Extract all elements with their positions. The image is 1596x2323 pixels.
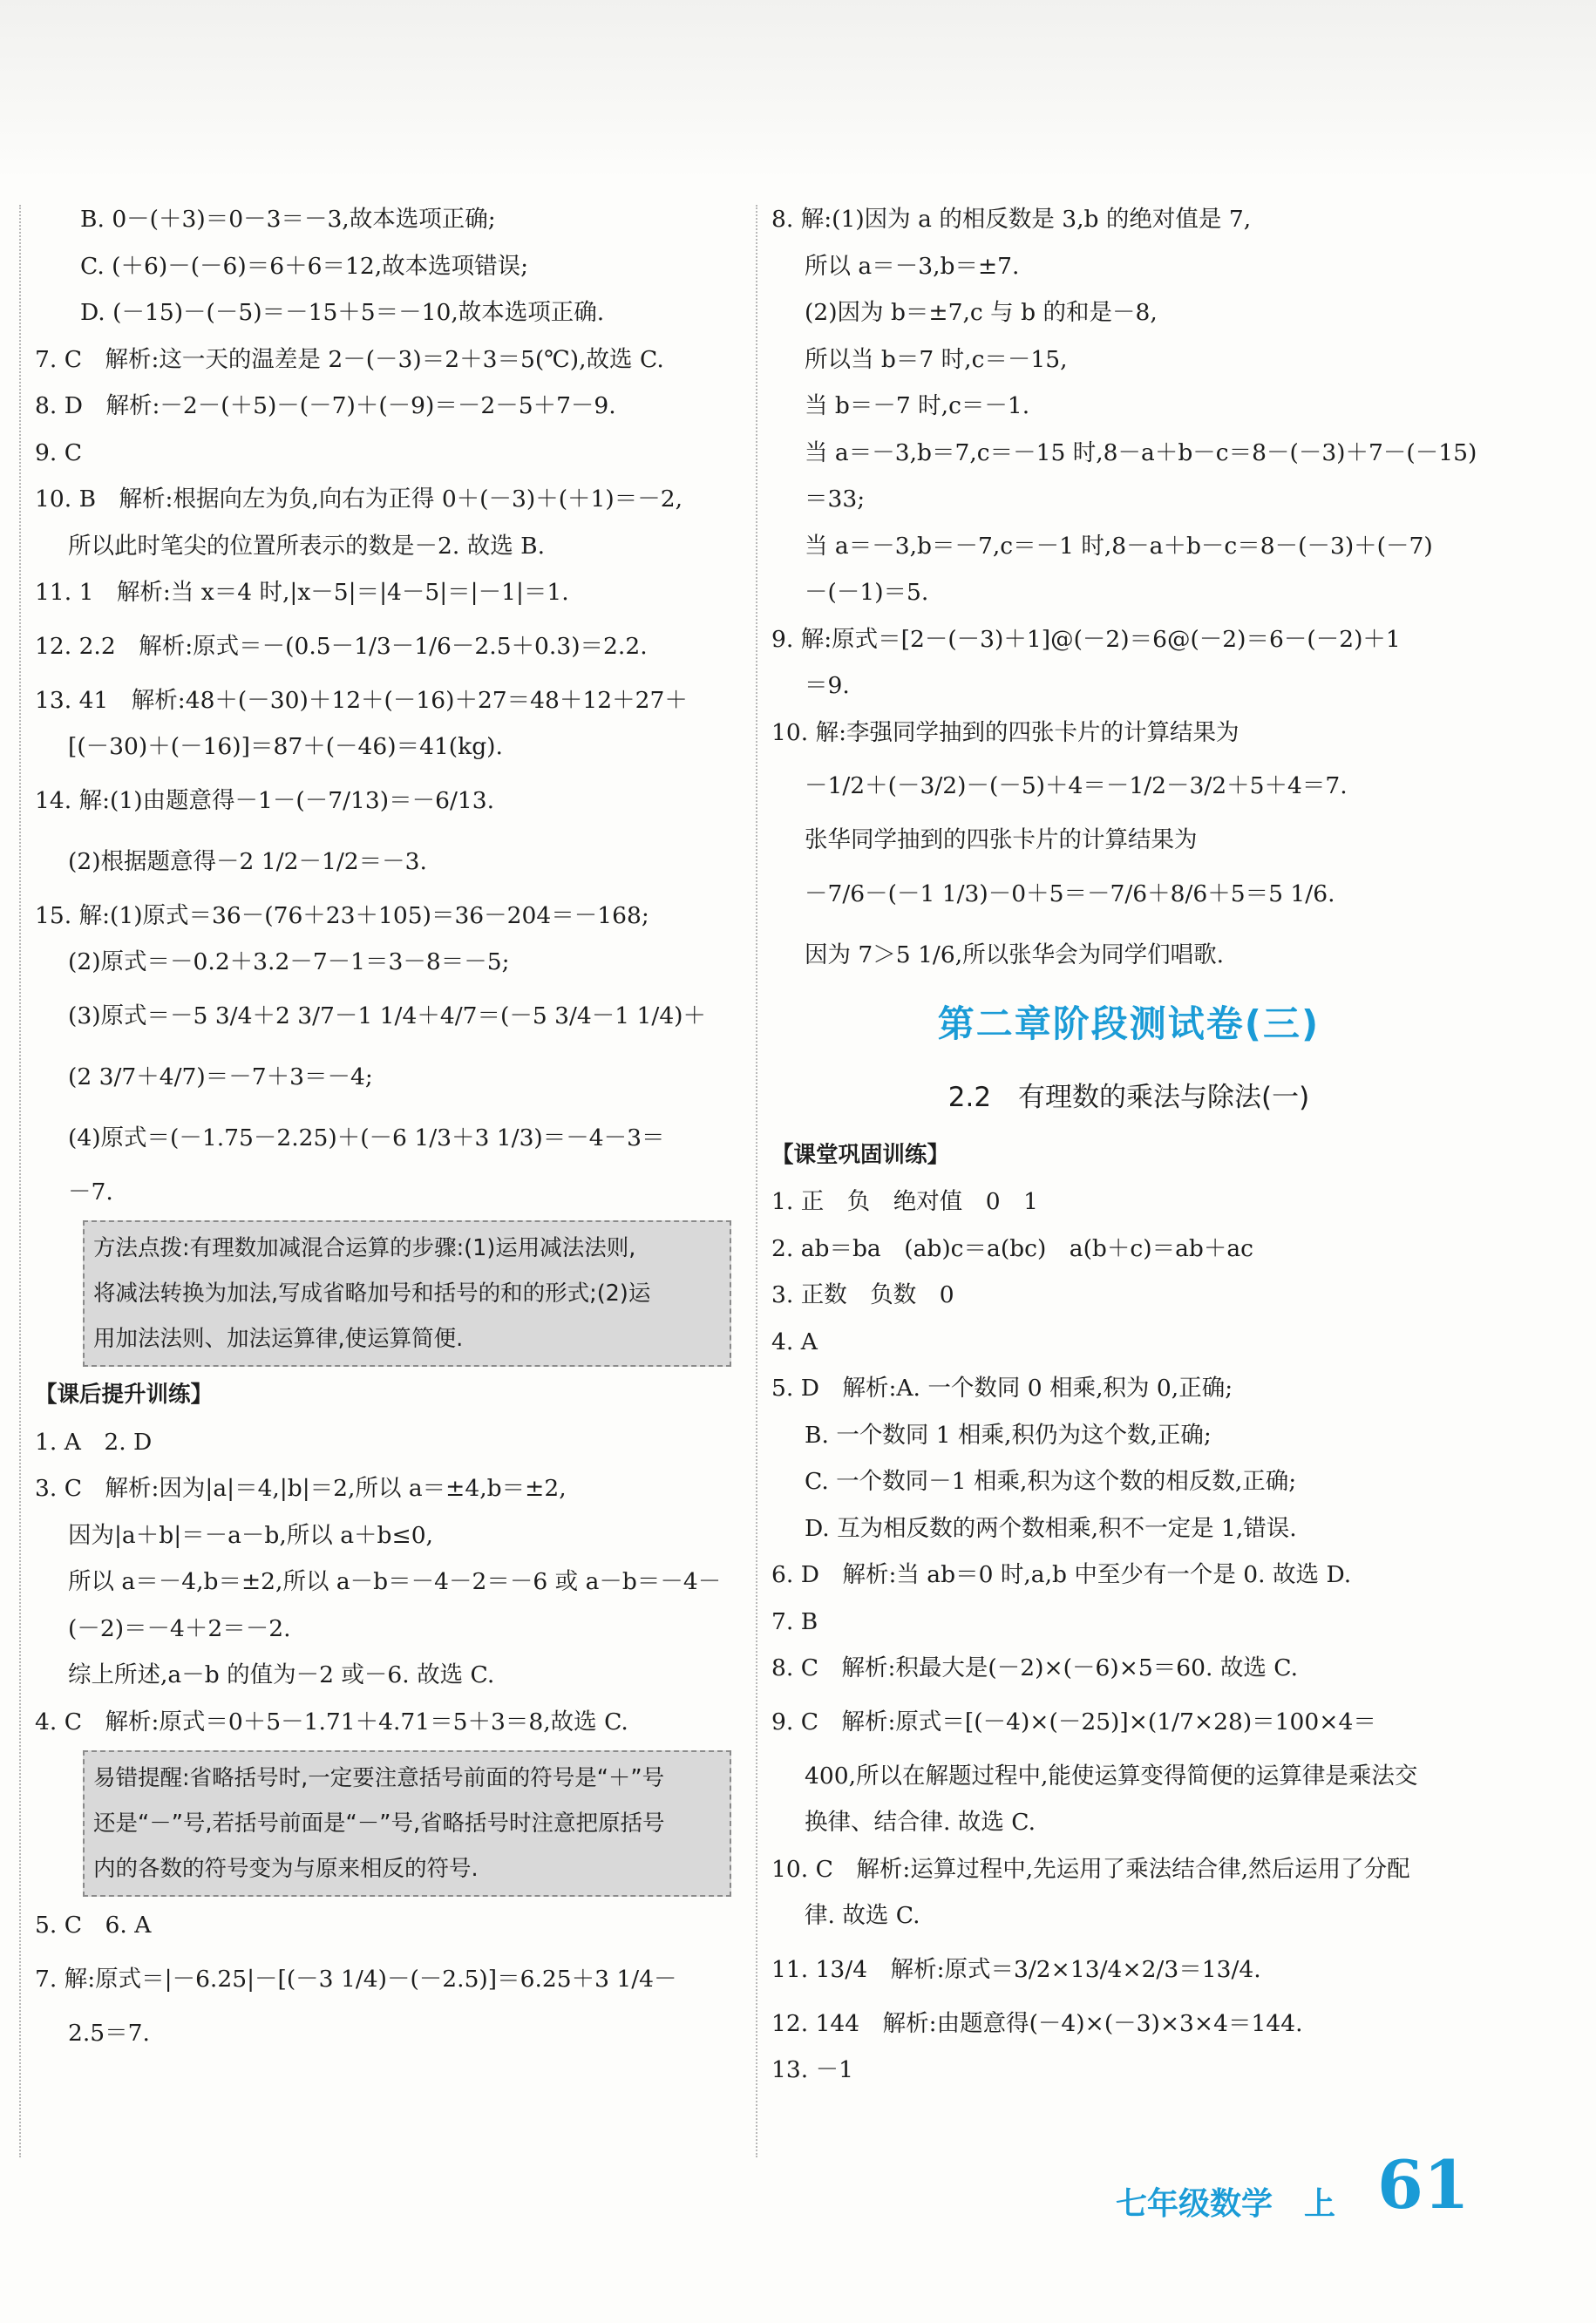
- answer-line: [(－30)＋(－16)]＝87＋(－46)＝41(kg).: [68, 733, 503, 760]
- answer-line: 所以 a＝－3,b＝±7.: [805, 252, 1020, 280]
- scan-top-shade: [0, 0, 1596, 179]
- answer-line: D. (－15)－(－5)＝－15＋5＝－10,故本选项正确.: [80, 299, 605, 326]
- answer-line: 1. 正 负 绝对值 0 1: [771, 1188, 1038, 1215]
- answer-line: 当 a＝－3,b＝7,c＝－15 时,8－a＋b－c＝8－(－3)＋7－(－15): [805, 438, 1477, 466]
- answer-line: －1/2＋(－3/2)－(－5)＋4＝－1/2－3/2＋5＋4＝7.: [805, 772, 1348, 799]
- section-heading-in-class: 【课堂巩固训练】: [771, 1141, 950, 1168]
- right-column: [771, 196, 1486, 2094]
- answer-line: 1. A 2. D: [35, 1428, 153, 1456]
- answer-line: 3. C 解析:因为|a|＝4,|b|＝2,所以 a＝±4,b＝±2,: [35, 1475, 567, 1502]
- answer-line: 13. －1: [771, 2056, 853, 2083]
- answer-line: 所以 a＝－4,b＝±2,所以 a－b＝－4－2＝－6 或 a－b＝－4－: [68, 1568, 722, 1595]
- method-tip-line: 将减法转换为加法,写成省略加号和括号的和的形式;(2)运: [93, 1280, 651, 1307]
- answer-line: 4. A: [771, 1328, 818, 1355]
- chapter-title: 第二章阶段测试卷(三): [937, 1002, 1321, 1045]
- error-tip-line: 还是“－”号,若括号前面是“－”号,省略括号时注意把原括号: [93, 1810, 665, 1837]
- answer-line: 7. C 解析:这一天的温差是 2－(－3)＝2＋3＝5(℃),故选 C.: [35, 345, 664, 373]
- page-number: 61: [1377, 2146, 1470, 2224]
- answer-line: (3)原式＝－5 3/4＋2 3/7－1 1/4＋4/7＝(－5 3/4－1 1/4)＋: [68, 1002, 707, 1029]
- subsection-title: 2.2 有理数的乘法与除法(一): [947, 1081, 1310, 1113]
- answer-line: B. 0－(＋3)＝0－3＝－3,故本选项正确;: [80, 206, 496, 233]
- left-margin-divider: [19, 205, 21, 2157]
- method-tip-line: 方法点拨:有理数加减混合运算的步骤:(1)运用减法法则,: [93, 1235, 636, 1261]
- error-tip-line: 易错提醒:省略括号时,一定要注意括号前面的符号是“＋”号: [93, 1765, 665, 1791]
- answer-line: 9. 解:原式＝[2－(－3)＋1]@(－2)＝6@(－2)＝6－(－2)＋1: [771, 625, 1401, 653]
- answer-line: 换律、结合律. 故选 C.: [805, 1809, 1036, 1836]
- answer-line: 400,所以在解题过程中,能使运算变得简便的运算律是乘法交: [805, 1762, 1418, 1790]
- answer-line: (－2)＝－4＋2＝－2.: [68, 1614, 291, 1642]
- answer-line: 律. 故选 C.: [805, 1902, 920, 1929]
- answer-line: 4. C 解析:原式＝0＋5－1.71＋4.71＝5＋3＝8,故选 C.: [35, 1708, 628, 1735]
- answer-line: 张华同学抽到的四张卡片的计算结果为: [805, 826, 1198, 853]
- answer-line: (2 3/7＋4/7)＝－7＋3＝－4;: [68, 1063, 373, 1090]
- error-tip-box: [83, 1750, 731, 1897]
- left-column: [35, 196, 741, 2056]
- answer-line: 10. 解:李强同学抽到的四张卡片的计算结果为: [771, 718, 1239, 746]
- answer-line: 所以此时笔尖的位置所表示的数是－2. 故选 B.: [68, 532, 546, 560]
- answer-line: 2.5＝7.: [68, 2019, 150, 2047]
- answer-line: 12. 144 解析:由题意得(－4)×(－3)×3×4＝144.: [771, 2009, 1303, 2037]
- page-footer: [1116, 2146, 1482, 2224]
- answer-line: ＝33;: [805, 486, 866, 513]
- answer-line: 3. 正数 负数 0: [771, 1281, 954, 1308]
- answer-line: －7.: [68, 1178, 113, 1206]
- answer-line: C. (＋6)－(－6)＝6＋6＝12,故本选项错误;: [80, 252, 529, 280]
- answer-line: 14. 解:(1)由题意得－1－(－7/13)＝－6/13.: [35, 786, 495, 814]
- answer-line: 10. B 解析:根据向左为负,向右为正得 0＋(－3)＋(＋1)＝－2,: [35, 486, 683, 513]
- method-tip-line: 用加法法则、加法运算律,使运算简便.: [93, 1326, 464, 1352]
- answer-line: (4)原式＝(－1.75－2.25)＋(－6 1/3＋3 1/3)＝－4－3＝: [68, 1124, 665, 1151]
- answer-line: (2)原式＝－0.2＋3.2－7－1＝3－8＝－5;: [68, 948, 510, 975]
- answer-line: D. 互为相反数的两个数相乘,积不一定是 1,错误.: [805, 1514, 1297, 1542]
- answer-line: 2. ab＝ba (ab)c＝a(bc) a(b＋c)＝ab＋ac: [771, 1234, 1253, 1262]
- answer-line: C. 一个数同－1 相乘,积为这个数的相反数,正确;: [805, 1468, 1297, 1495]
- answer-line: 因为 7＞5 1/6,所以张华会为同学们唱歌.: [805, 941, 1225, 968]
- answer-line: 6. D 解析:当 ab＝0 时,a,b 中至少有一个是 0. 故选 D.: [771, 1561, 1352, 1588]
- answer-line: 12. 2.2 解析:原式＝－(0.5－1/3－1/6－2.5＋0.3)＝2.2.: [35, 632, 648, 660]
- footer-grade-subject: 七年级数学 上: [1116, 2186, 1336, 2222]
- answer-line: 9. C 解析:原式＝[(－4)×(－25)]×(1/7×28)＝100×4＝: [771, 1708, 1376, 1735]
- answer-line: 8. D 解析:－2－(＋5)－(－7)＋(－9)＝－2－5＋7－9.: [35, 392, 616, 419]
- answer-line: 所以当 b＝7 时,c＝－15,: [805, 345, 1068, 373]
- answer-line: 8. C 解析:积最大是(－2)×(－6)×5＝60. 故选 C.: [771, 1654, 1299, 1681]
- answer-line: (2)因为 b＝±7,c 与 b 的和是－8,: [805, 299, 1158, 326]
- answer-line: 11. 1 解析:当 x＝4 时,|x－5|＝|4－5|＝|－1|＝1.: [35, 579, 569, 606]
- answer-line: 10. C 解析:运算过程中,先运用了乘法结合律,然后运用了分配: [771, 1855, 1410, 1883]
- answer-line: 8. 解:(1)因为 a 的相反数是 3,b 的绝对值是 7,: [771, 206, 1252, 233]
- answer-line: 5. C 6. A: [35, 1912, 152, 1939]
- answer-line: 综上所述,a－b 的值为－2 或－6. 故选 C.: [68, 1661, 495, 1688]
- answer-line: 7. 解:原式＝|－6.25|－[(－3 1/4)－(－2.5)]＝6.25＋3 1/4－: [35, 1965, 677, 1993]
- answer-line: 15. 解:(1)原式＝36－(76＋23＋105)＝36－204＝－168;: [35, 901, 649, 929]
- answer-line: 7. B: [771, 1607, 818, 1635]
- answer-line: 因为|a＋b|＝－a－b,所以 a＋b≤0,: [68, 1521, 433, 1549]
- answer-line: 当 b＝－7 时,c＝－1.: [805, 392, 1030, 419]
- answer-line: －7/6－(－1 1/3)－0＋5＝－7/6＋8/6＋5＝5 1/6.: [805, 880, 1335, 907]
- answer-line: B. 一个数同 1 相乘,积仍为这个数,正确;: [805, 1421, 1212, 1449]
- answer-line: 9. C: [35, 438, 82, 466]
- answer-line: 当 a＝－3,b＝－7,c＝－1 时,8－a＋b－c＝8－(－3)＋(－7): [805, 532, 1433, 560]
- column-divider: [756, 205, 757, 2157]
- answer-line: (2)根据题意得－2 1/2－1/2＝－3.: [68, 847, 427, 875]
- answer-line: －(－1)＝5.: [805, 579, 929, 606]
- answer-line: 11. 13/4 解析:原式＝3/2×13/4×2/3＝13/4.: [771, 1955, 1261, 1983]
- method-tip-box: [83, 1220, 731, 1367]
- section-heading-after-class: 【课后提升训练】: [35, 1382, 214, 1408]
- answer-line: ＝9.: [805, 672, 850, 699]
- answer-line: 5. D 解析:A. 一个数同 0 相乘,积为 0,正确;: [771, 1375, 1233, 1402]
- answer-line: 13. 41 解析:48＋(－30)＋12＋(－16)＋27＝48＋12＋27＋: [35, 686, 688, 714]
- error-tip-line: 内的各数的符号变为与原来相反的符号.: [93, 1856, 479, 1882]
